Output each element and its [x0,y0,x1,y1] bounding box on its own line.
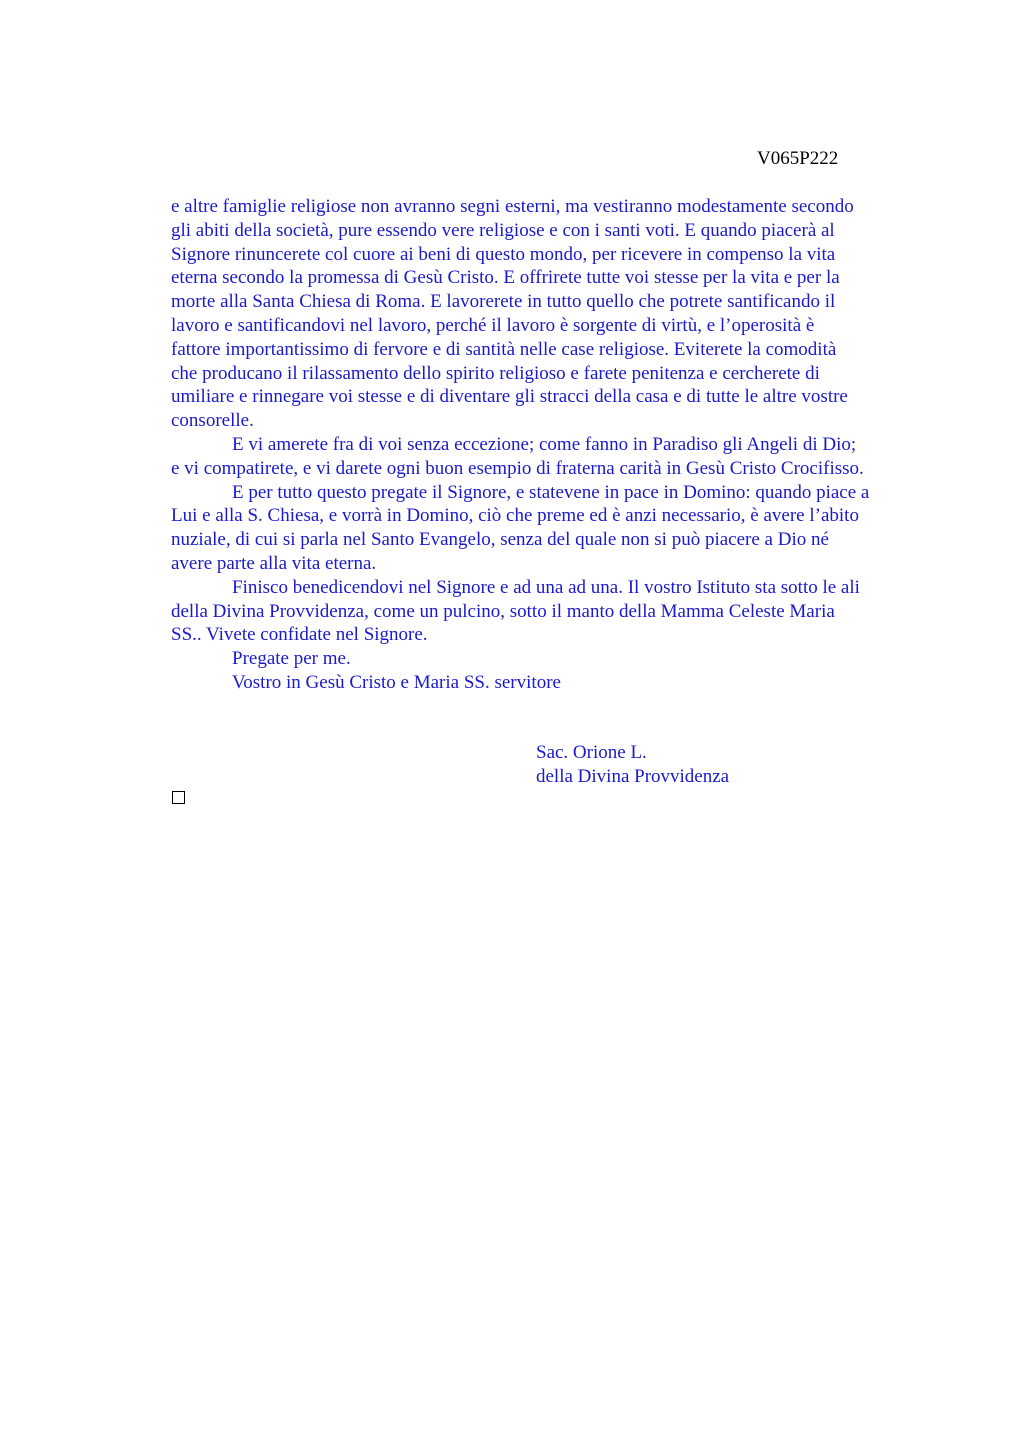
paragraph-first-line: Finisco benedicendovi nel Signore e ad una ad una. Il vostro Istituto sta sotto le ali [232,576,860,598]
letter-body [171,195,931,695]
text-line: lavoro e santificandovi nel lavoro, perché il lavoro è sorgente di virtù, e l’operosità è [171,314,815,336]
paragraph-first-line: E per tutto questo pregate il Signore, e statevene in pace in Domino: quando piace a [232,481,870,503]
closing-line: Vostro in Gesù Cristo e Maria SS. servitore [232,671,561,693]
text-line: consorelle. [171,410,254,432]
signature-name: Sac. Orione L. [536,742,647,763]
text-line: Lui e alla S. Chiesa, e vorrà in Domino, ciò che preme ed è anzi necessario, è avere l’abito [171,505,859,527]
text-line: eterna secondo la promessa di Gesù Cristo. E offrirete tutte voi stesse per la vita e per la [171,267,840,289]
text-line: della Divina Provvidenza, come un pulcino, sotto il manto della Mamma Celeste Maria [171,600,835,622]
signature-title: della Divina Provvidenza [536,765,730,787]
end-marker-square [172,791,185,804]
text-line: fattore importantissimo di fervore e di santità nelle case religiose. Eviterete la comodità [171,338,837,360]
text-line: nuziale, di cui si parla nel Santo Evangelo, senza del quale non si può piacere a Dio né [171,529,829,551]
paragraph-first-line: Pregate per me. [232,648,351,670]
text-line: che producano il rilassamento dello spirito religioso e farete penitenza e cercherete di [171,362,820,384]
text-line: SS.. Vivete confidate nel Signore. [171,624,428,646]
signature-block [536,741,729,789]
text-line: morte alla Santa Chiesa di Roma. E lavorerete in tutto quello che potrete santificando il [171,291,836,313]
paragraph-first-line: E vi amerete fra di voi senza eccezione; come fanno in Paradiso gli Angeli di Dio; [232,433,857,455]
text-line: umiliare e rinnegare voi stesse e di diventare gli stracci della casa e di tutte le altre vostre [171,386,848,408]
text-line: gli abiti della società, pure essendo vere religiose e con i santi voti. E quando piacerà al [171,219,835,241]
page-id: V065P222 [757,148,839,169]
text-line: e vi compatirete, e vi darete ogni buon esempio di fraterna carità in Gesù Cristo Crocifisso. [171,457,864,479]
text-line: Signore rinuncerete col cuore ai beni di questo mondo, per ricevere in compenso la vita [171,243,836,265]
text-line: e altre famiglie religiose non avranno segni esterni, ma vestiranno modestamente secondo [171,196,854,217]
text-line: avere parte alla vita eterna. [171,552,377,574]
